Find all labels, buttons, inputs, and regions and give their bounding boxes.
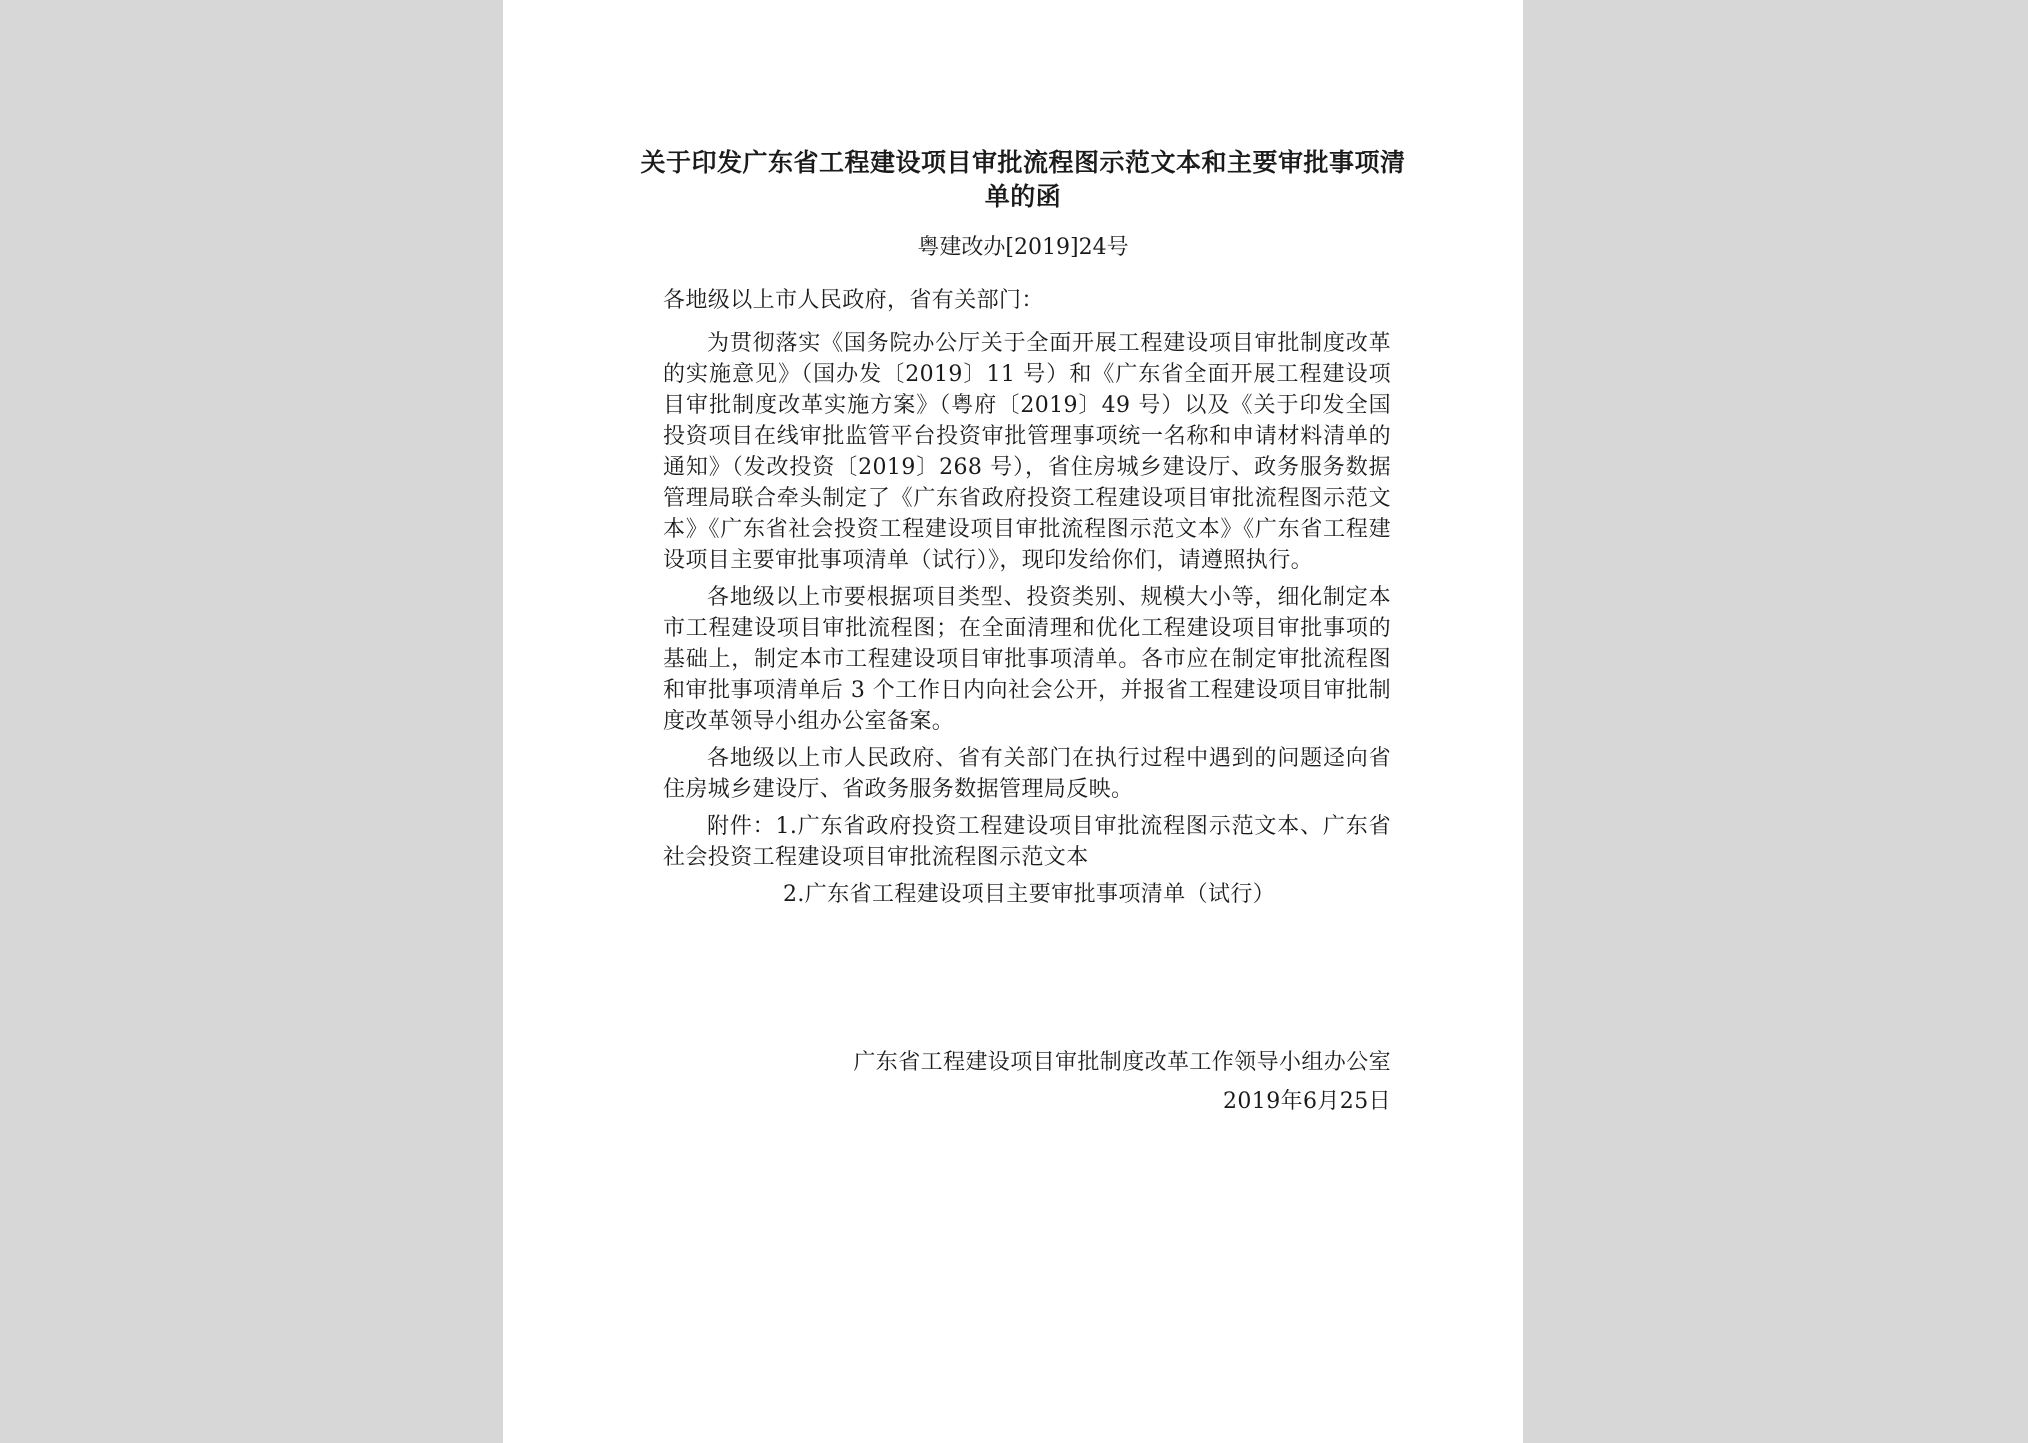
document-body [663, 285, 1391, 910]
signature-block [663, 1043, 1391, 1121]
attachment-2: 2.广东省工程建设项目主要审批事项清单（试行） [783, 882, 1276, 907]
salutation: 各地级以上市人民政府，省有关部门： [663, 288, 1044, 313]
signature-date: 2019年6月25日 [1223, 1089, 1391, 1114]
document-page [503, 0, 1523, 1443]
document-title: 关于印发广东省工程建设项目审批流程图示范文本和主要审批事项清单的函 [640, 148, 1406, 211]
paragraph-1: 为贯彻落实《国务院办公厅关于全面开展工程建设项目审批制度改革的实施意见》（国办发〔2019〕11 号）和《广东省全面开展工程建设项目审批制度改革实施方案》（粤府〔2019〕49 号）以及《关于印发全国投资项目在线审批监管平台投资审批管理事项统一名称和申请材料清单的通知》（发改投资〔2019〕268 号），省住房城乡建设厅、政务服务数据管理局联合牵头制定了《广东省政府投资工程建设项目审批流程图示范文本》《广东省社会投资工程建设项目审批流程图示范文本》《广东省工程建设项目主要审批事项清单（试行）》，现印发给你们，请遵照执行。 [663, 331, 1391, 573]
signature-org: 广东省工程建设项目审批制度改革工作领导小组办公室 [853, 1050, 1391, 1075]
document-number: 粤建改办[2019]24号 [917, 235, 1129, 260]
attachment-1: 附件：1.广东省政府投资工程建设项目审批流程图示范文本、广东省社会投资工程建设项目审批流程图示范文本 [663, 814, 1391, 870]
paragraph-3: 各地级以上市人民政府、省有关部门在执行过程中遇到的问题迳向省住房城乡建设厅、省政务服务数据管理局反映。 [663, 746, 1391, 802]
paragraph-2: 各地级以上市要根据项目类型、投资类别、规模大小等，细化制定本市工程建设项目审批流程图；在全面清理和优化工程建设项目审批事项的基础上，制定本市工程建设项目审批事项清单。各市应在制定审批流程图和审批事项清单后 3 个工作日内向社会公开，并报省工程建设项目审批制度改革领导小组办公室备案。 [663, 585, 1391, 734]
